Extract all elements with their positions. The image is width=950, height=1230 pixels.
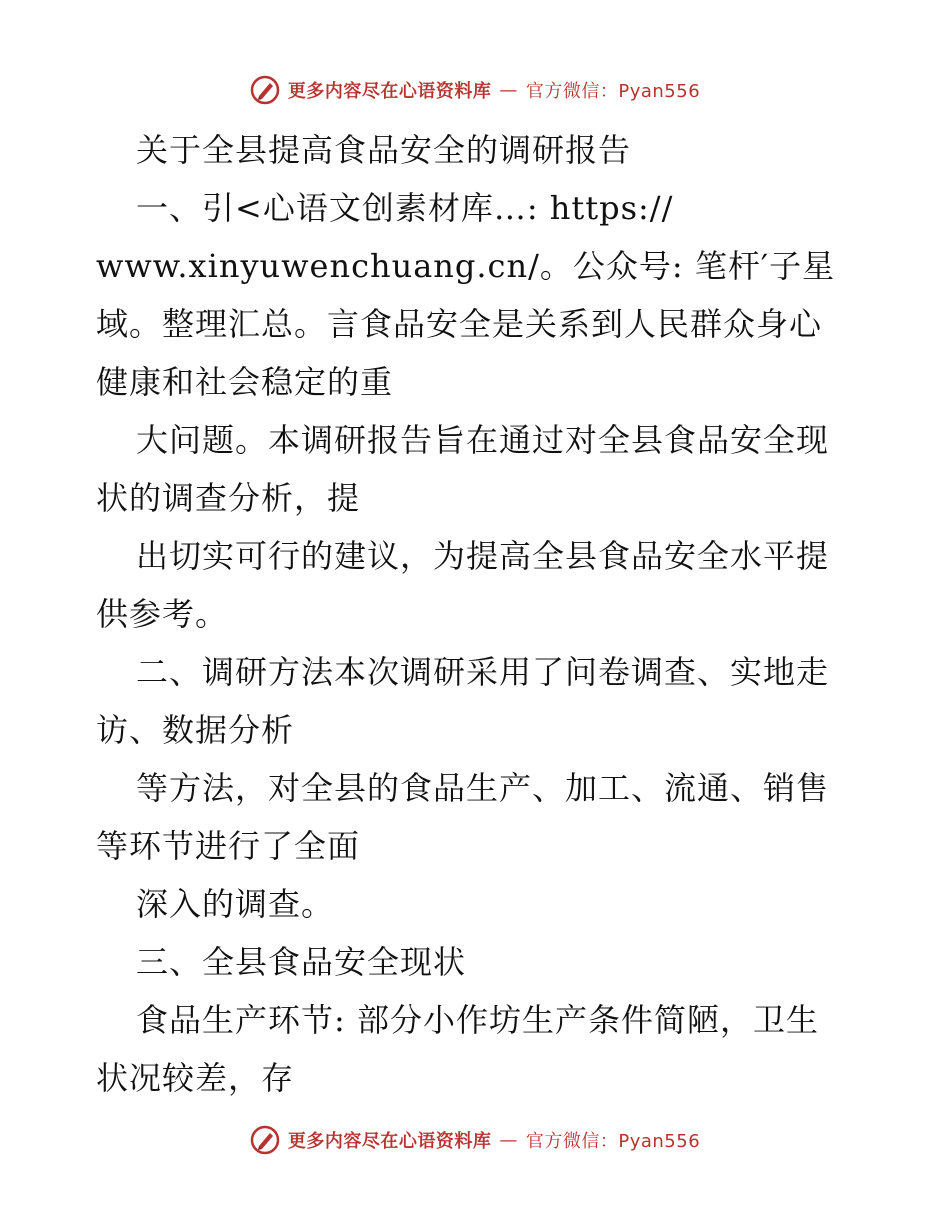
document-line: 供参考。 (96, 595, 229, 633)
document-line: 状的调查分析，提 (96, 479, 361, 517)
header-separator: — (499, 79, 518, 101)
document-heading: 三、全县食品安全现状 (136, 943, 467, 981)
document-line: 域。整理汇总。言食品安全是关系到人民群众身心 (96, 305, 823, 343)
header-wechat-text: 官方微信：Pyan556 (525, 81, 701, 102)
document-line: 深入的调查。 (136, 885, 335, 923)
document-line: 出切实可行的建议，为提高全县食品安全水平提 (136, 537, 830, 575)
document-line: 状况较差，存 (96, 1059, 295, 1097)
footer-banner (0, 1120, 950, 1160)
footer-brand-text: 更多内容尽在心语资料库 (287, 1131, 492, 1152)
footer-wechat-text: 官方微信：Pyan556 (525, 1131, 701, 1152)
document-line: 健康和社会稳定的重 (96, 363, 394, 401)
document-line: 一、引<心语文创素材库…: https:// (136, 189, 674, 227)
document-line: 等方法，对全县的食品生产、加工、流通、销售 (136, 769, 830, 807)
document-line: 访、数据分析 (96, 711, 295, 749)
document-line: 食品生产环节: 部分小作坊生产条件简陋，卫生 (136, 1001, 819, 1039)
document-title: 关于全县提高食品安全的调研报告 (136, 131, 632, 169)
pen-logo-icon (250, 1125, 280, 1155)
document-line: www.xinyuwenchuang.cn/。公众号: 笔杆′子星 (96, 247, 836, 285)
footer-separator: — (499, 1129, 518, 1151)
header-brand-text: 更多内容尽在心语资料库 (287, 81, 492, 102)
document-line: 等环节进行了全面 (96, 827, 361, 865)
document-line: 二、调研方法本次调研采用了问卷调查、实地走 (136, 653, 830, 691)
document-line: 大问题。本调研报告旨在通过对全县食品安全现 (136, 421, 830, 459)
